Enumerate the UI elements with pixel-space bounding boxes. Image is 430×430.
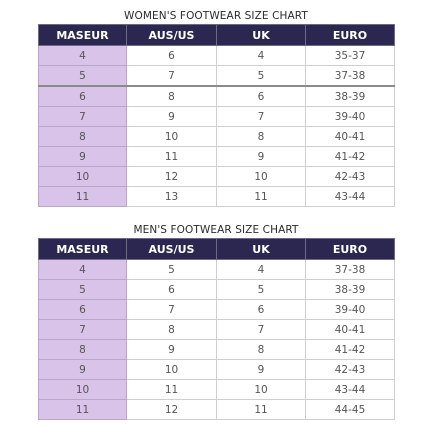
table-cell: 9	[127, 340, 217, 360]
table-cell: 8	[39, 127, 127, 147]
table-cell: 4	[217, 46, 306, 66]
table-cell: 10	[39, 167, 127, 187]
mens-size-table	[38, 238, 395, 420]
table-cell: 6	[127, 280, 217, 300]
table-cell: 41-42	[306, 147, 395, 167]
table-cell: 10	[217, 380, 306, 400]
table-row	[39, 147, 395, 167]
table-cell: 4	[39, 260, 127, 280]
table-cell: 8	[39, 340, 127, 360]
table-cell: 6	[217, 300, 306, 320]
table-cell: 10	[39, 380, 127, 400]
table-row	[39, 340, 395, 360]
table-cell: 38-39	[306, 280, 395, 300]
table-cell: 6	[127, 46, 217, 66]
table-cell: 39-40	[306, 107, 395, 127]
table-cell: 5	[217, 280, 306, 300]
table-cell: 10	[217, 167, 306, 187]
table-cell: 11	[127, 147, 217, 167]
table-cell: 38-39	[306, 86, 395, 107]
table-row	[39, 300, 395, 320]
column-header-maseur: MASEUR	[39, 25, 127, 46]
table-cell: 8	[217, 340, 306, 360]
table-row	[39, 86, 395, 107]
table-cell: 42-43	[306, 167, 395, 187]
table-row	[39, 66, 395, 87]
table-row	[39, 107, 395, 127]
womens-size-table	[38, 24, 395, 207]
table-cell: 11	[217, 187, 306, 207]
table-cell: 8	[217, 127, 306, 147]
table-cell: 11	[39, 187, 127, 207]
table-cell: 5	[127, 260, 217, 280]
column-header-euro: EURO	[306, 25, 395, 46]
table-row	[39, 167, 395, 187]
table-cell: 8	[127, 86, 217, 107]
table-cell: 8	[127, 320, 217, 340]
table-cell: 11	[39, 400, 127, 420]
table-row	[39, 46, 395, 66]
table-cell: 6	[39, 300, 127, 320]
table-cell: 5	[39, 280, 127, 300]
table-row	[39, 127, 395, 147]
table-cell: 41-42	[306, 340, 395, 360]
table-cell: 7	[39, 320, 127, 340]
table-cell: 43-44	[306, 380, 395, 400]
table-header-row	[39, 239, 395, 260]
table-row	[39, 280, 395, 300]
table-cell: 11	[127, 380, 217, 400]
table-cell: 10	[127, 360, 217, 380]
table-cell: 9	[217, 147, 306, 167]
table-cell: 35-37	[306, 46, 395, 66]
table-cell: 4	[217, 260, 306, 280]
table-cell: 40-41	[306, 320, 395, 340]
table-cell: 12	[127, 167, 217, 187]
womens-chart-title: WOMEN'S FOOTWEAR SIZE CHART	[124, 10, 308, 22]
table-cell: 7	[127, 66, 217, 87]
table-row	[39, 380, 395, 400]
table-cell: 40-41	[306, 127, 395, 147]
table-row	[39, 400, 395, 420]
table-row	[39, 320, 395, 340]
table-cell: 6	[39, 86, 127, 107]
table-cell: 7	[39, 107, 127, 127]
table-cell: 37-38	[306, 260, 395, 280]
column-header-uk: UK	[217, 239, 306, 260]
table-row	[39, 187, 395, 207]
table-row	[39, 360, 395, 380]
table-cell: 39-40	[306, 300, 395, 320]
mens-size-chart	[38, 222, 394, 420]
table-cell: 11	[217, 400, 306, 420]
table-cell: 9	[217, 360, 306, 380]
table-row	[39, 260, 395, 280]
table-cell: 9	[39, 147, 127, 167]
table-cell: 12	[127, 400, 217, 420]
column-header-euro: EURO	[306, 239, 395, 260]
table-cell: 13	[127, 187, 217, 207]
table-cell: 6	[217, 86, 306, 107]
table-cell: 10	[127, 127, 217, 147]
table-cell: 42-43	[306, 360, 395, 380]
table-cell: 43-44	[306, 187, 395, 207]
column-header-maseur: MASEUR	[39, 239, 127, 260]
table-cell: 7	[217, 107, 306, 127]
table-cell: 5	[39, 66, 127, 87]
table-cell: 5	[217, 66, 306, 87]
column-header-aus-us: AUS/US	[127, 25, 217, 46]
table-cell: 37-38	[306, 66, 395, 87]
column-header-uk: UK	[217, 25, 306, 46]
table-cell: 7	[217, 320, 306, 340]
table-cell: 44-45	[306, 400, 395, 420]
table-header-row	[39, 25, 395, 46]
mens-chart-title: MEN'S FOOTWEAR SIZE CHART	[133, 224, 299, 236]
table-cell: 7	[127, 300, 217, 320]
column-header-aus-us: AUS/US	[127, 239, 217, 260]
table-cell: 4	[39, 46, 127, 66]
womens-size-chart	[38, 8, 394, 207]
table-cell: 9	[39, 360, 127, 380]
table-cell: 9	[127, 107, 217, 127]
